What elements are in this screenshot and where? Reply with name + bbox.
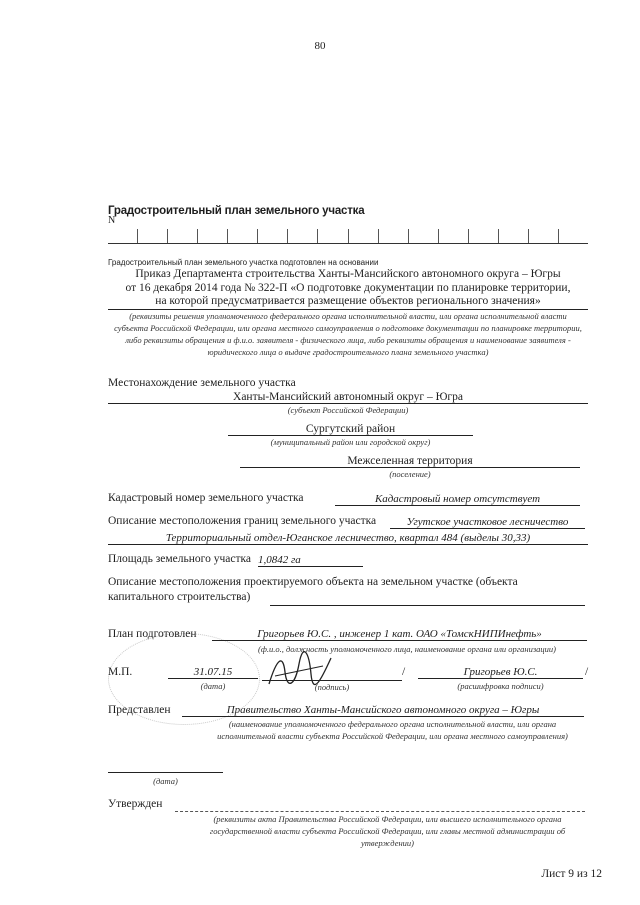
number-label: N [108,215,116,226]
sheet-number: Лист 9 из 12 [541,868,602,880]
document-title: Градостроительный план земельного участка [108,205,365,217]
location-subject-hint: (субъект Российской Федерации) [287,405,409,415]
slash-separator-end: / [585,666,589,678]
basis-line: на которой предусматривается размещение объектов регионального значения» [108,295,588,310]
location-district: Сургутский район [228,423,473,436]
slash-separator: / [402,666,406,678]
basis-line: от 16 декабря 2014 года № 322-П «О подготовке документации по планировке территории, [125,281,571,294]
object-label-line1: Описание местоположения проектируемого объекта на земельном участке (объекта [108,576,518,588]
prepared-value: Григорьев Ю.С. , инженер 1 кат. ОАО «ТомскНИПИнефть» [212,628,587,641]
presented-label: Представлен [108,704,171,716]
object-label-line2: капитального строительства) [108,591,251,603]
signature-image [265,650,335,690]
boundaries-value-2: Территориальный отдел-Юганское лесничество, квартал 484 (выделы 30,33) [108,532,588,545]
cadastral-value: Кадастровый номер отсутствует [335,493,580,506]
approved-label: Утвержден [108,798,163,810]
presented-date-line [108,772,223,773]
approved-value-line [175,811,585,812]
approved-hint: (реквизиты акта Правительства Российской Федерации, или высшего исполнительного органа государственной власти субъекта Российской Федерации, или главы местной администрации об утверждении) [209,814,566,848]
boundaries-value-1: Угутское участковое лесничество [390,516,585,529]
object-value-line [270,605,585,606]
area-value: 1,0842 га [258,554,363,567]
prepared-hint: (ф.и.о., должность уполномоченного лица, наименование органа или организации) [258,644,556,654]
page-number: 80 [314,40,326,52]
location-district-hint: (муниципальный район или городской округ) [270,437,431,447]
location-settlement: Межселенная территория [240,455,580,468]
location-label: Местонахождение земельного участка [108,377,296,389]
sign-date: 31.07.15 [168,666,258,679]
basis-line: Приказ Департамента строительства Ханты-Мансийского автономного округа – Югры [135,268,561,280]
sign-name-hint: (расшифровка подписи) [457,681,544,691]
presented-value: Правительство Ханты-Мансийского автономного округа – Югры [182,704,584,717]
sign-name: Григорьев Ю.С. [418,666,583,679]
prepared-label: План подготовлен [108,628,197,640]
location-subject: Ханты-Мансийский автономный округ – Югра [108,391,588,404]
area-label: Площадь земельного участка [108,553,251,565]
location-settlement-hint: (поселение) [389,469,431,479]
cadastral-label: Кадастровый номер земельного участка [108,492,304,504]
sign-date-hint: (дата) [200,681,226,691]
boundaries-label: Описание местоположения границ земельного участка [108,515,377,527]
presented-date-hint: (дата) [153,776,178,786]
mp-label: М.П. [108,666,133,678]
presented-hint: (наименование уполномоченного федерального органа исполнительной власти, или органа исполнительной власти субъекта Российской Федерации, или органа местного самоуправления) [217,719,568,741]
basis-text [108,268,588,310]
plan-number-grid [108,229,588,244]
basis-caption: Градостроительный план земельного участка подготовлен на основании [108,258,379,267]
basis-hint: (реквизиты решения уполномоченного федерального органа исполнительной власти, или органа исполнительной власти субъекта Российской Федерации, или органа местного самоуправления о подготовке документации по планировке территории, либо реквизиты обращения и ф.и.о. заявителя - физического лица, либо реквизиты обращения и наименование заявителя - юридического лица о выдаче градостроительного плана земельного участка) [114,311,582,357]
signature-hint: (подпись) [314,682,350,692]
